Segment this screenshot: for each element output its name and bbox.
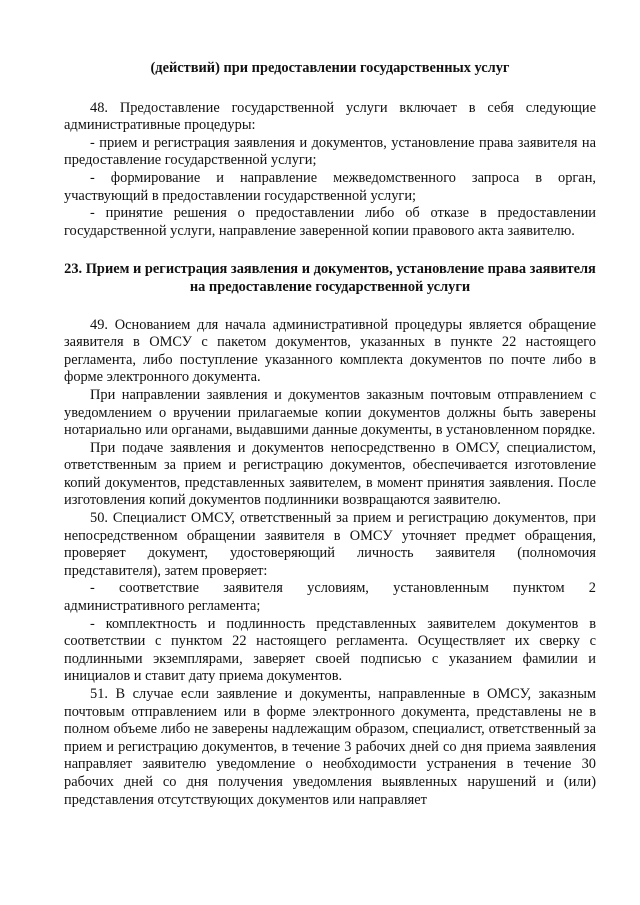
document-page [64,60,596,809]
paragraph-48: 48. Предоставление государственной услуги включает в себя следующие административные процедуры: [64,99,596,134]
list-item-48-2: - формирование и направление межведомственного запроса в орган, участвующий в предоставлении государственной услуги; [64,169,596,204]
list-item-50-1: - соответствие заявителя условиям, установленным пунктом 2 административного регламента; [64,580,596,615]
paragraph-49-mail: При направлении заявления и документов заказным почтовым отправлением с уведомлением о вручении прилагаемые копии документов должны быть заверены нотариально или органами, выдавшими данные документы, в установленном порядке. [64,386,596,439]
paragraph-51: 51. В случае если заявление и документы, направленные в ОМСУ, заказным почтовым отправлением или в форме электронного документа, представлены не в полном объеме либо не заверены надлежащим образом, специалист, ответственный за прием и регистрацию документов, в течение 3 рабочих дней со дня приема заявления направляет заявителю уведомление о необходимости устранения в течение 30 рабочих дней со дня получения уведомления выявленных нарушений и (или) представления отсутствующих документов или направляет [64,686,596,808]
page-heading: (действий) при предоставлении государственных услуг [150,60,510,76]
list-item-48-1: - прием и регистрация заявления и документов, установление права заявителя на предоставление государственной услуги; [64,134,596,169]
paragraph-49-direct: При подаче заявления и документов непосредственно в ОМСУ, специалистом, ответственным за прием и регистрацию документов, обеспечивается изготовление копий документов, представленных заявителем, в момент принятия заявления. После изготовления копий документов подлинники возвращаются заявителю. [64,439,596,509]
list-item-50-2: - комплектность и подлинность представленных заявителем документов в соответствии с пунктом 22 настоящего регламента. Осуществляет их сверку с подлинными экземплярами, заверяет своей подписью с указанием фамилии и инициалов и ставит дату приема документов. [64,615,596,685]
section-23-heading: 23. Прием и регистрация заявления и документов, установление права заявителя на предоставление государственной услуги [64,261,596,295]
paragraph-49: 49. Основанием для начала административной процедуры является обращение заявителя в ОМСУ с пакетом документов, указанных в пункте 22 настоящего регламента, либо поступление указанного комплекта документов по почте либо в форме электронного документа. [64,316,596,386]
list-item-48-3: - принятие решения о предоставлении либо об отказе в предоставлении государственной услуги, направление заверенной копии правового акта заявителю. [64,205,596,239]
paragraph-50: 50. Специалист ОМСУ, ответственный за прием и регистрацию документов, при непосредственном обращении заявителя в ОМСУ уточняет предмет обращения, проверяет документ, удостоверяющий личность заявителя (полномочия представителя), затем проверяет: [64,510,596,579]
